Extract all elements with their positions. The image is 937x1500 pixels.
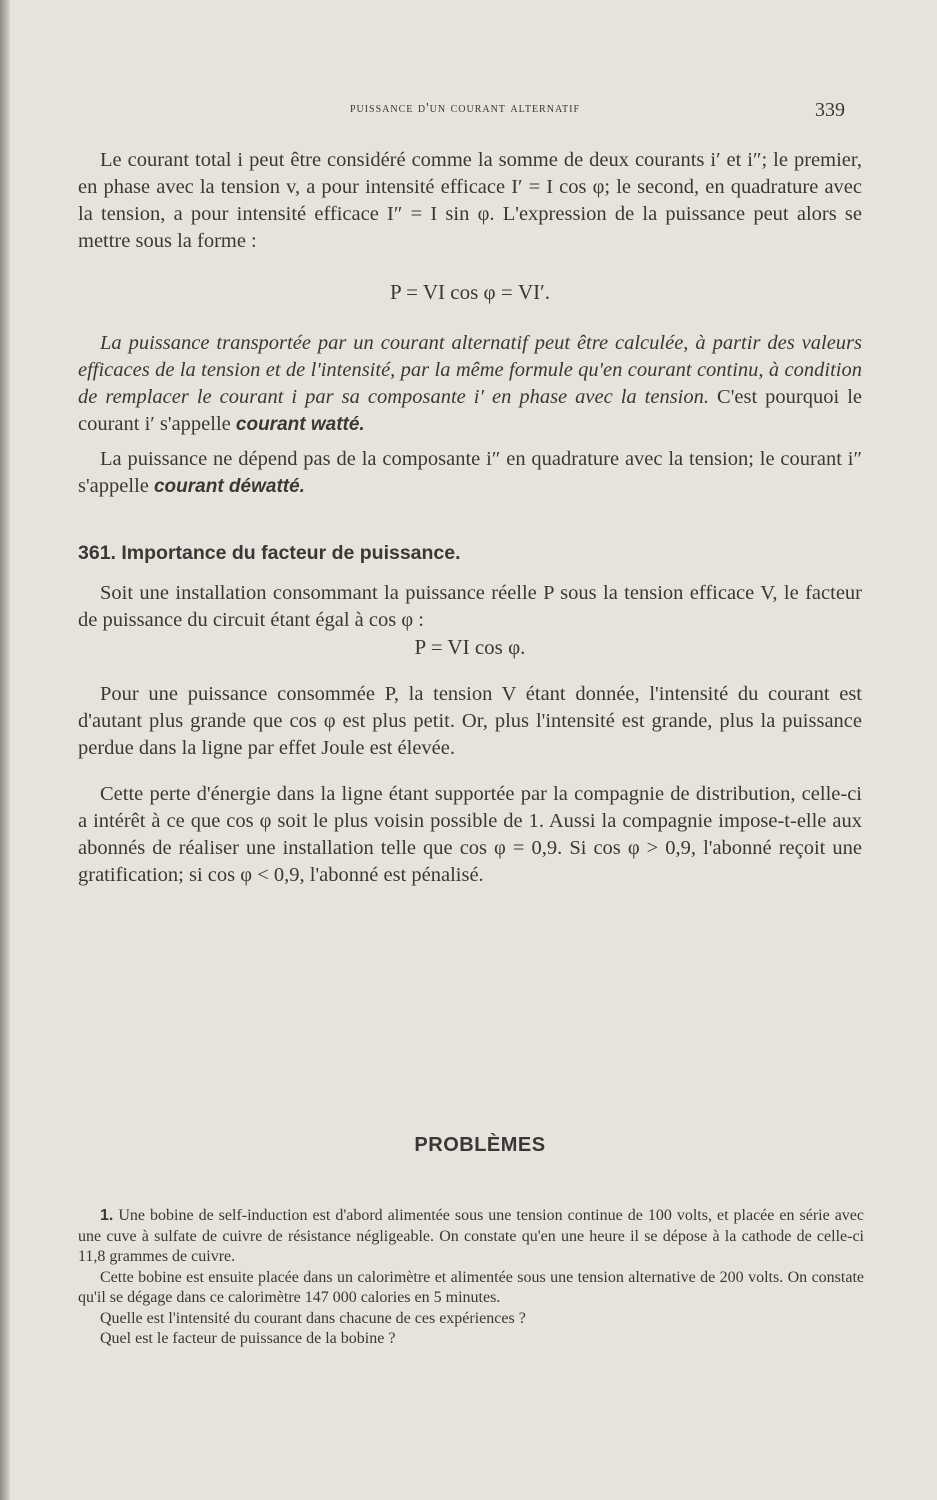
term-courant-dewatte: courant déwatté. (153, 476, 305, 497)
page-spine-shadow (0, 0, 10, 1500)
rule-paragraph (78, 330, 862, 438)
problems-heading: PROBLÈMES (414, 1134, 546, 1156)
power-formula: P = VI cos φ = VI′. (390, 280, 550, 304)
spacer (78, 762, 862, 781)
spacer (78, 438, 862, 446)
section-title: 361. Importance du facteur de puissance. (78, 542, 461, 564)
problem-1-text: Une bobine de self-induction est d'abord alimentée sous une tension continue de 100 volts, et placée en série avec une cuve à sulfate de cuivre de résistance négligeable. On constate qu'en une heure il se dépose à la cathode de celle-ci 11,8 grammes de cuivre. (78, 1207, 865, 1265)
running-title: puissance d'un courant alternatif (349, 101, 581, 116)
problem-1-statement (78, 1206, 864, 1268)
problems-block (78, 1206, 864, 1350)
section-formula: P = VI cos φ. (414, 635, 526, 659)
problem-1-question-1: Quelle est l'intensité du courant dans chacune de ces expériences ? (100, 1309, 526, 1327)
term-courant-watte: courant watté. (235, 414, 365, 435)
problem-1-question-2: Quel est le facteur de puissance de la bobine ? (100, 1330, 396, 1347)
dewatte-text: La puissance ne dépend pas de la composante i″ en quadrature avec la tension; le courant i″ s'appelle (78, 448, 862, 497)
rule-followup-text: C'est pourquoi le courant i′ s'appelle (78, 386, 862, 435)
intro-paragraph: Le courant total i peut être considéré comme la somme de deux courants i′ et i″; le premier, en phase avec la tension v, a pour intensité efficace I′ = I cos φ; le second, en quadrature avec la tension, a pour intensité efficace I″ = I sin φ. L'expression de la puissance peut alors se mettre sous la forme : (78, 149, 862, 252)
dewatte-paragraph (78, 446, 862, 500)
rule-italic-text: La puissance transportée par un courant alternatif peut être calculée, à partir des valeurs efficaces de la tension et de l'intensité, par la même formule qu'en courant continu, à condition de remplacer le courant i par sa composante i′ en phase avec la tension. (78, 332, 862, 408)
problem-1-continuation: Cette bobine est ensuite placée dans un calorimètre et alimentée sous une tension alternative de 200 volts. On constate qu'il se dégage dans ce calorimètre 147 000 calories en 5 minutes. (78, 1268, 864, 1306)
page-number: 339 (815, 99, 845, 121)
section-paragraph-3: Cette perte d'énergie dans la ligne étant supportée par la compagnie de distribution, celle-ci a intérêt à ce que cos φ soit le plus voisin possible de 1. Aussi la compagnie impose-t-elle aux abonnés de réaliser une installation telle que cos φ = 0,9. Si cos φ > 0,9, l'abonné reçoit une gratification; si cos φ < 0,9, l'abonné est pénalisé. (78, 783, 862, 886)
section-paragraph-1: Soit une installation consommant la puissance réelle P sous la tension efficace V, le facteur de puissance du circuit étant égal à cos φ : (78, 582, 862, 631)
page-body (78, 147, 862, 889)
section-paragraph-2: Pour une puissance consommée P, la tension V étant donnée, l'intensité du courant est d'autant plus grande que cos φ est plus petit. Or, plus l'intensité est grande, plus la puissance perdue dans la ligne par effet Joule est élevée. (78, 683, 862, 759)
problem-number: 1. (100, 1207, 114, 1224)
